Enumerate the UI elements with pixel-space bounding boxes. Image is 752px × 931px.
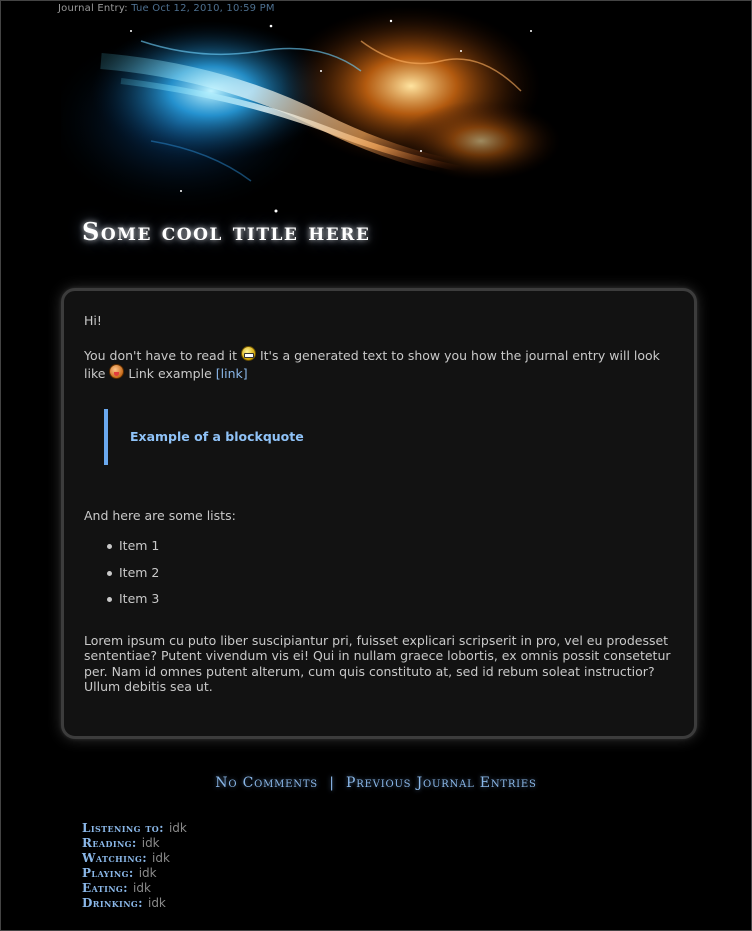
blockquote-text: Example of a blockquote (130, 429, 304, 444)
status-row-playing (82, 866, 187, 881)
status-label: Eating: (82, 881, 128, 895)
status-row-watching (82, 851, 187, 866)
bullet-list (84, 538, 674, 618)
status-label: Playing: (82, 866, 134, 880)
status-row-eating (82, 881, 187, 896)
status-row-drinking (82, 896, 187, 911)
status-label: Watching: (82, 851, 148, 865)
status-value: idk (147, 896, 166, 910)
entry-title: Some cool title here (82, 217, 371, 246)
list-item: Item 2 (119, 565, 674, 592)
meta-label: Journal Entry: (58, 3, 128, 14)
lists-intro-text: And here are some lists: (84, 508, 236, 523)
footer-links (1, 775, 751, 791)
status-value: idk (141, 836, 160, 850)
status-value: idk (133, 881, 151, 895)
tongue-smiley-icon (109, 364, 124, 379)
footer-separator: | (329, 775, 335, 791)
intro-text-1: You don't have to read it (84, 348, 237, 363)
status-label: Drinking: (82, 896, 143, 910)
status-value: idk (168, 821, 187, 835)
status-label: Listening to: (82, 821, 164, 835)
blockquote (104, 409, 674, 465)
grin-smiley-icon (241, 346, 256, 361)
list-item: Item 1 (119, 538, 674, 565)
status-row-reading (82, 836, 187, 851)
example-link[interactable]: [link] (215, 366, 248, 381)
journal-entry-meta (58, 3, 275, 14)
status-label: Reading: (82, 836, 137, 850)
no-comments-link[interactable]: No Comments (215, 775, 318, 791)
intro-paragraph (84, 346, 674, 382)
status-list (82, 821, 187, 911)
link-intro-text: Link example (128, 366, 212, 381)
list-item: Item 3 (119, 591, 674, 618)
lorem-paragraph: Lorem ipsum cu puto liber suscipiantur pri, fuisset explicari scripserit in pro, vel eu prodesset sententiae? Putent vivendum vis ei! Qui in nullam graece lobortis, ex omnis possit consetetur per. Nam id omnes putent alterum, cum quis constituto at, sed id rebum soleat instructior? Ullum debitis sea ut. (84, 632, 671, 694)
status-value: idk (152, 851, 170, 865)
greeting-text: Hi! (84, 313, 102, 328)
previous-entries-link[interactable]: Previous Journal Entries (346, 775, 537, 791)
status-value: idk (138, 866, 157, 880)
entry-content-box (61, 288, 697, 739)
status-row-listening (82, 821, 187, 836)
intro-text-2: It's a generated text to show you how the journal entry will look like (84, 348, 660, 381)
entry-date: Tue Oct 12, 2010, 10:59 PM (131, 3, 275, 14)
